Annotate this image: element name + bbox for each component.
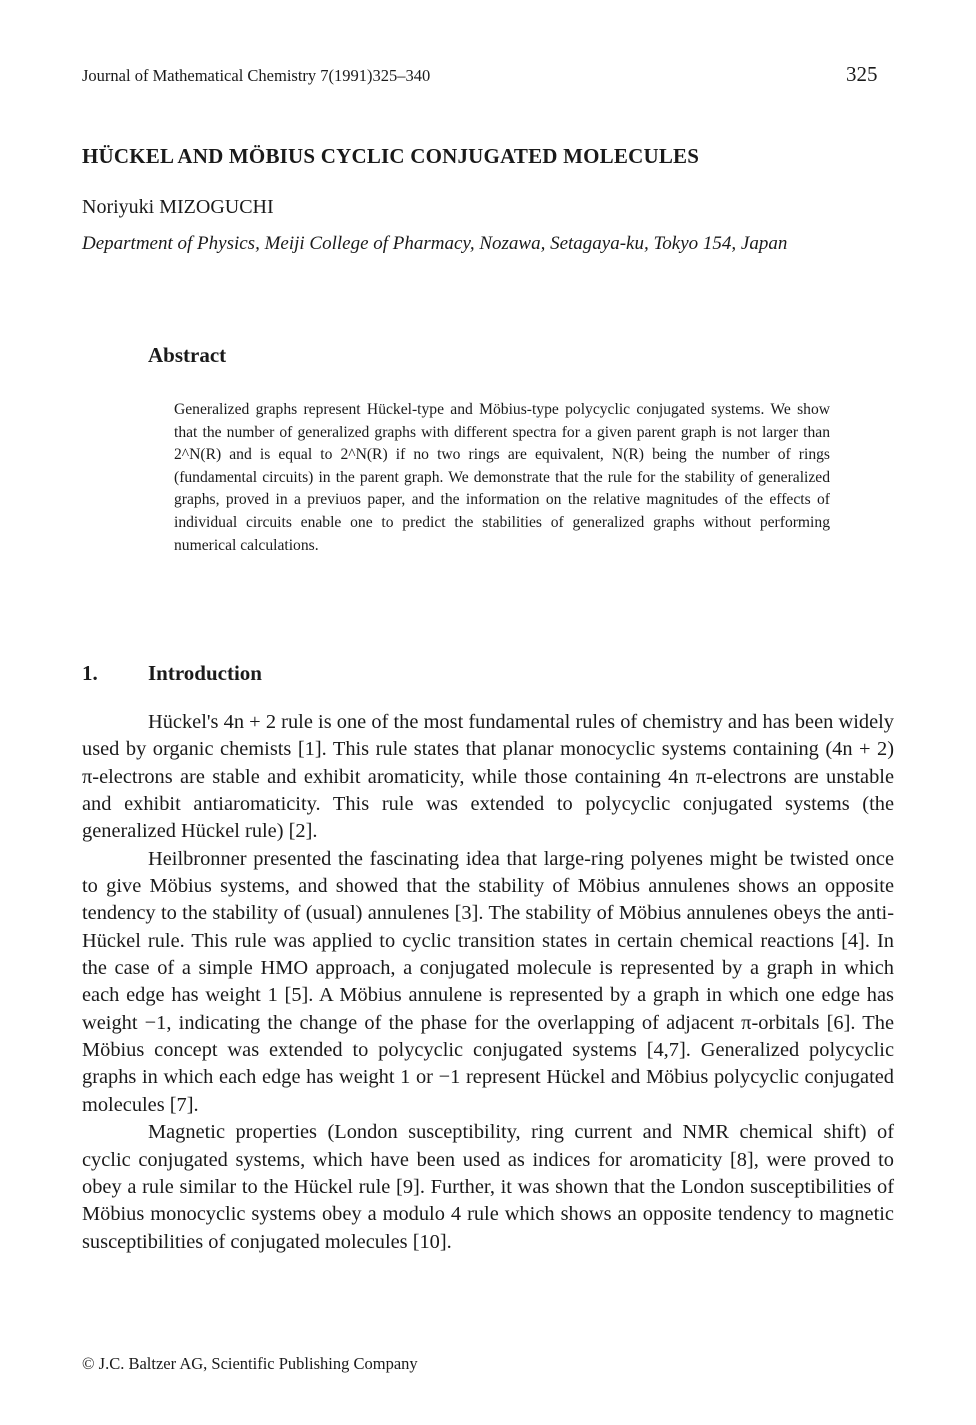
- section-heading-introduction: [82, 661, 262, 686]
- paragraph: Hückel's 4n + 2 rule is one of the most fundamental rules of chemistry and has been widely used by organic chemists [1]. This rule states that planar monocyclic systems containing (4n + 2) π-electrons are stable and exhibit aromaticity, while those containing 4n π-electrons are unstable and exhibit antiaromaticity. This rule was extended to polycyclic conjugated systems (the generalized Hückel rule) [2].: [82, 711, 894, 843]
- publisher-copyright: © J.C. Baltzer AG, Scientific Publishing Company: [82, 1354, 418, 1373]
- section-number: 1.: [82, 661, 98, 685]
- author-name: Noriyuki MIZOGUCHI: [82, 196, 274, 218]
- abstract-heading: Abstract: [148, 343, 227, 367]
- introduction-body: [82, 709, 894, 1256]
- page-number: 325: [846, 62, 878, 86]
- section-title: Introduction: [148, 661, 262, 685]
- paragraph: Magnetic properties (London susceptibility, ring current and NMR chemical shift) of cyclic conjugated systems, which have been used as indices for aromaticity [8], were proved to obey a rule similar to the Hückel rule [9]. Further, it was shown that the London susceptibilities of Möbius monocyclic systems obey a modulo 4 rule which shows an opposite tendency to magnetic susceptibilities of conjugated molecules [10].: [82, 1121, 894, 1253]
- abstract-text: Generalized graphs represent Hückel-type and Möbius-type polycyclic conjugated systems. We show that the number of generalized graphs with different spectra for a given parent graph is not larger than 2^N(R) and is equal to 2^N(R) if no two rings are equivalent, N(R) being the number of rings (fundamental circuits) in the parent graph. We demonstrate that the rule for the stability of generalized graphs, proved in a previuos paper, and the information on the relative magnitudes of the effects of individual circuits enable one to predict the stabilities of generalized graphs without performing numerical calculations.: [174, 401, 830, 554]
- article-title: HÜCKEL AND MÖBIUS CYCLIC CONJUGATED MOLECULES: [82, 144, 700, 168]
- journal-citation: Journal of Mathematical Chemistry 7(1991)325–340: [82, 66, 431, 85]
- author-affiliation: Department of Physics, Meiji College of Pharmacy, Nozawa, Setagaya-ku, Tokyo 154, Japan: [82, 233, 788, 254]
- paragraph: Heilbronner presented the fascinating idea that large-ring polyenes might be twisted once to give Möbius systems, and showed that the stability of Möbius annulenes shows an opposite tendency to the stability of (usual) annulenes [3]. The stability of Möbius annulenes obeys the anti-Hückel rule. This rule was applied to cyclic transition states in certain chemical reactions [4]. In the case of a simple HMO approach, a conjugated molecule is represented by a graph in which each edge has weight 1 [5]. A Möbius annulene is represented by a graph in which one edge has weight −1, indicating the change of the phase for the overlapping of adjacent π-orbitals [6]. The Möbius concept was extended to polycyclic conjugated systems [4,7]. Generalized polycyclic graphs in which each edge has weight 1 or −1 represent Hückel and Möbius polycyclic conjugated molecules [7].: [82, 847, 894, 1116]
